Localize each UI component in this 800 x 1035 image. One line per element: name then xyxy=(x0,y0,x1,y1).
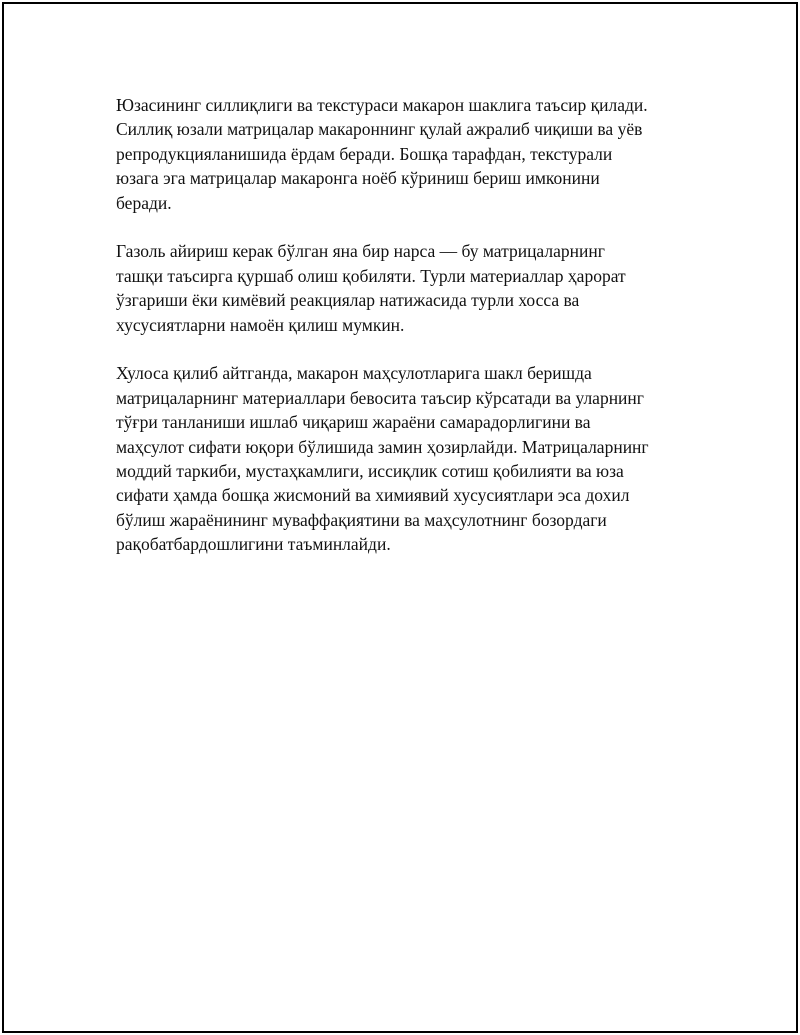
paragraph-2 xyxy=(116,239,716,337)
paragraph-line: Газоль айириш керак бўлган яна бир нарса — бу матрицаларнинг xyxy=(116,241,605,262)
paragraph-line: ташқи таъсирга қуршаб олиш қобиляти. Турли материаллар ҳарорат xyxy=(116,265,626,286)
paragraph-line: тўғри танланиши ишлаб чиқариш жараёни самарадорлигини ва xyxy=(116,412,591,433)
paragraph-line: Юзасининг силлиқлиги ва текстураси макарон шаклига таъсир қилади. xyxy=(116,95,648,115)
paragraph-line: бўлиш жараёнининг муваффақиятини ва маҳсулотнинг бозордаги xyxy=(116,509,607,530)
paragraph-line: репродукцияланишида ёрдам беради. Бошқа тарафдан, текстурали xyxy=(116,143,613,164)
paragraph-line: ўзгариши ёки кимёвий реакциялар натижасида турли хосса ва xyxy=(116,290,580,311)
paragraph-3 xyxy=(116,361,716,556)
paragraph-line: рақобатбардошлигини таъминлайди. xyxy=(116,534,391,555)
paragraph-line: юзага эга матрицалар макаронга ноёб кўриниш бериш имконини xyxy=(116,168,600,189)
document-body xyxy=(116,93,716,581)
paragraph-line: матрицаларнинг материаллари бевосита таъсир кўрсатади ва уларнинг xyxy=(116,387,644,408)
paragraph-line: сифати ҳамда бошқа жисмоний ва химиявий хусусиятлари эса дохил xyxy=(116,485,630,506)
paragraph-line: беради. xyxy=(116,192,172,213)
paragraph-line: хусусиятларни намоён қилиш мумкин. xyxy=(116,314,405,335)
paragraph-line: моддий таркиби, мустаҳкамлиги, иссиқлик сотиш қобилияти ва юза xyxy=(116,461,624,482)
paragraph-line: Хулоса қилиб айтганда, макарон маҳсулотларига шакл беришда xyxy=(116,363,592,384)
paragraph-1 xyxy=(116,93,716,215)
paragraph-line: маҳсулот сифати юқори бўлишида замин ҳозирлайди. Матрицаларнинг xyxy=(116,436,649,457)
paragraph-line: Силлиқ юзали матрицалар макароннинг қулай ажралиб чиқиши ва уёв xyxy=(116,119,643,140)
